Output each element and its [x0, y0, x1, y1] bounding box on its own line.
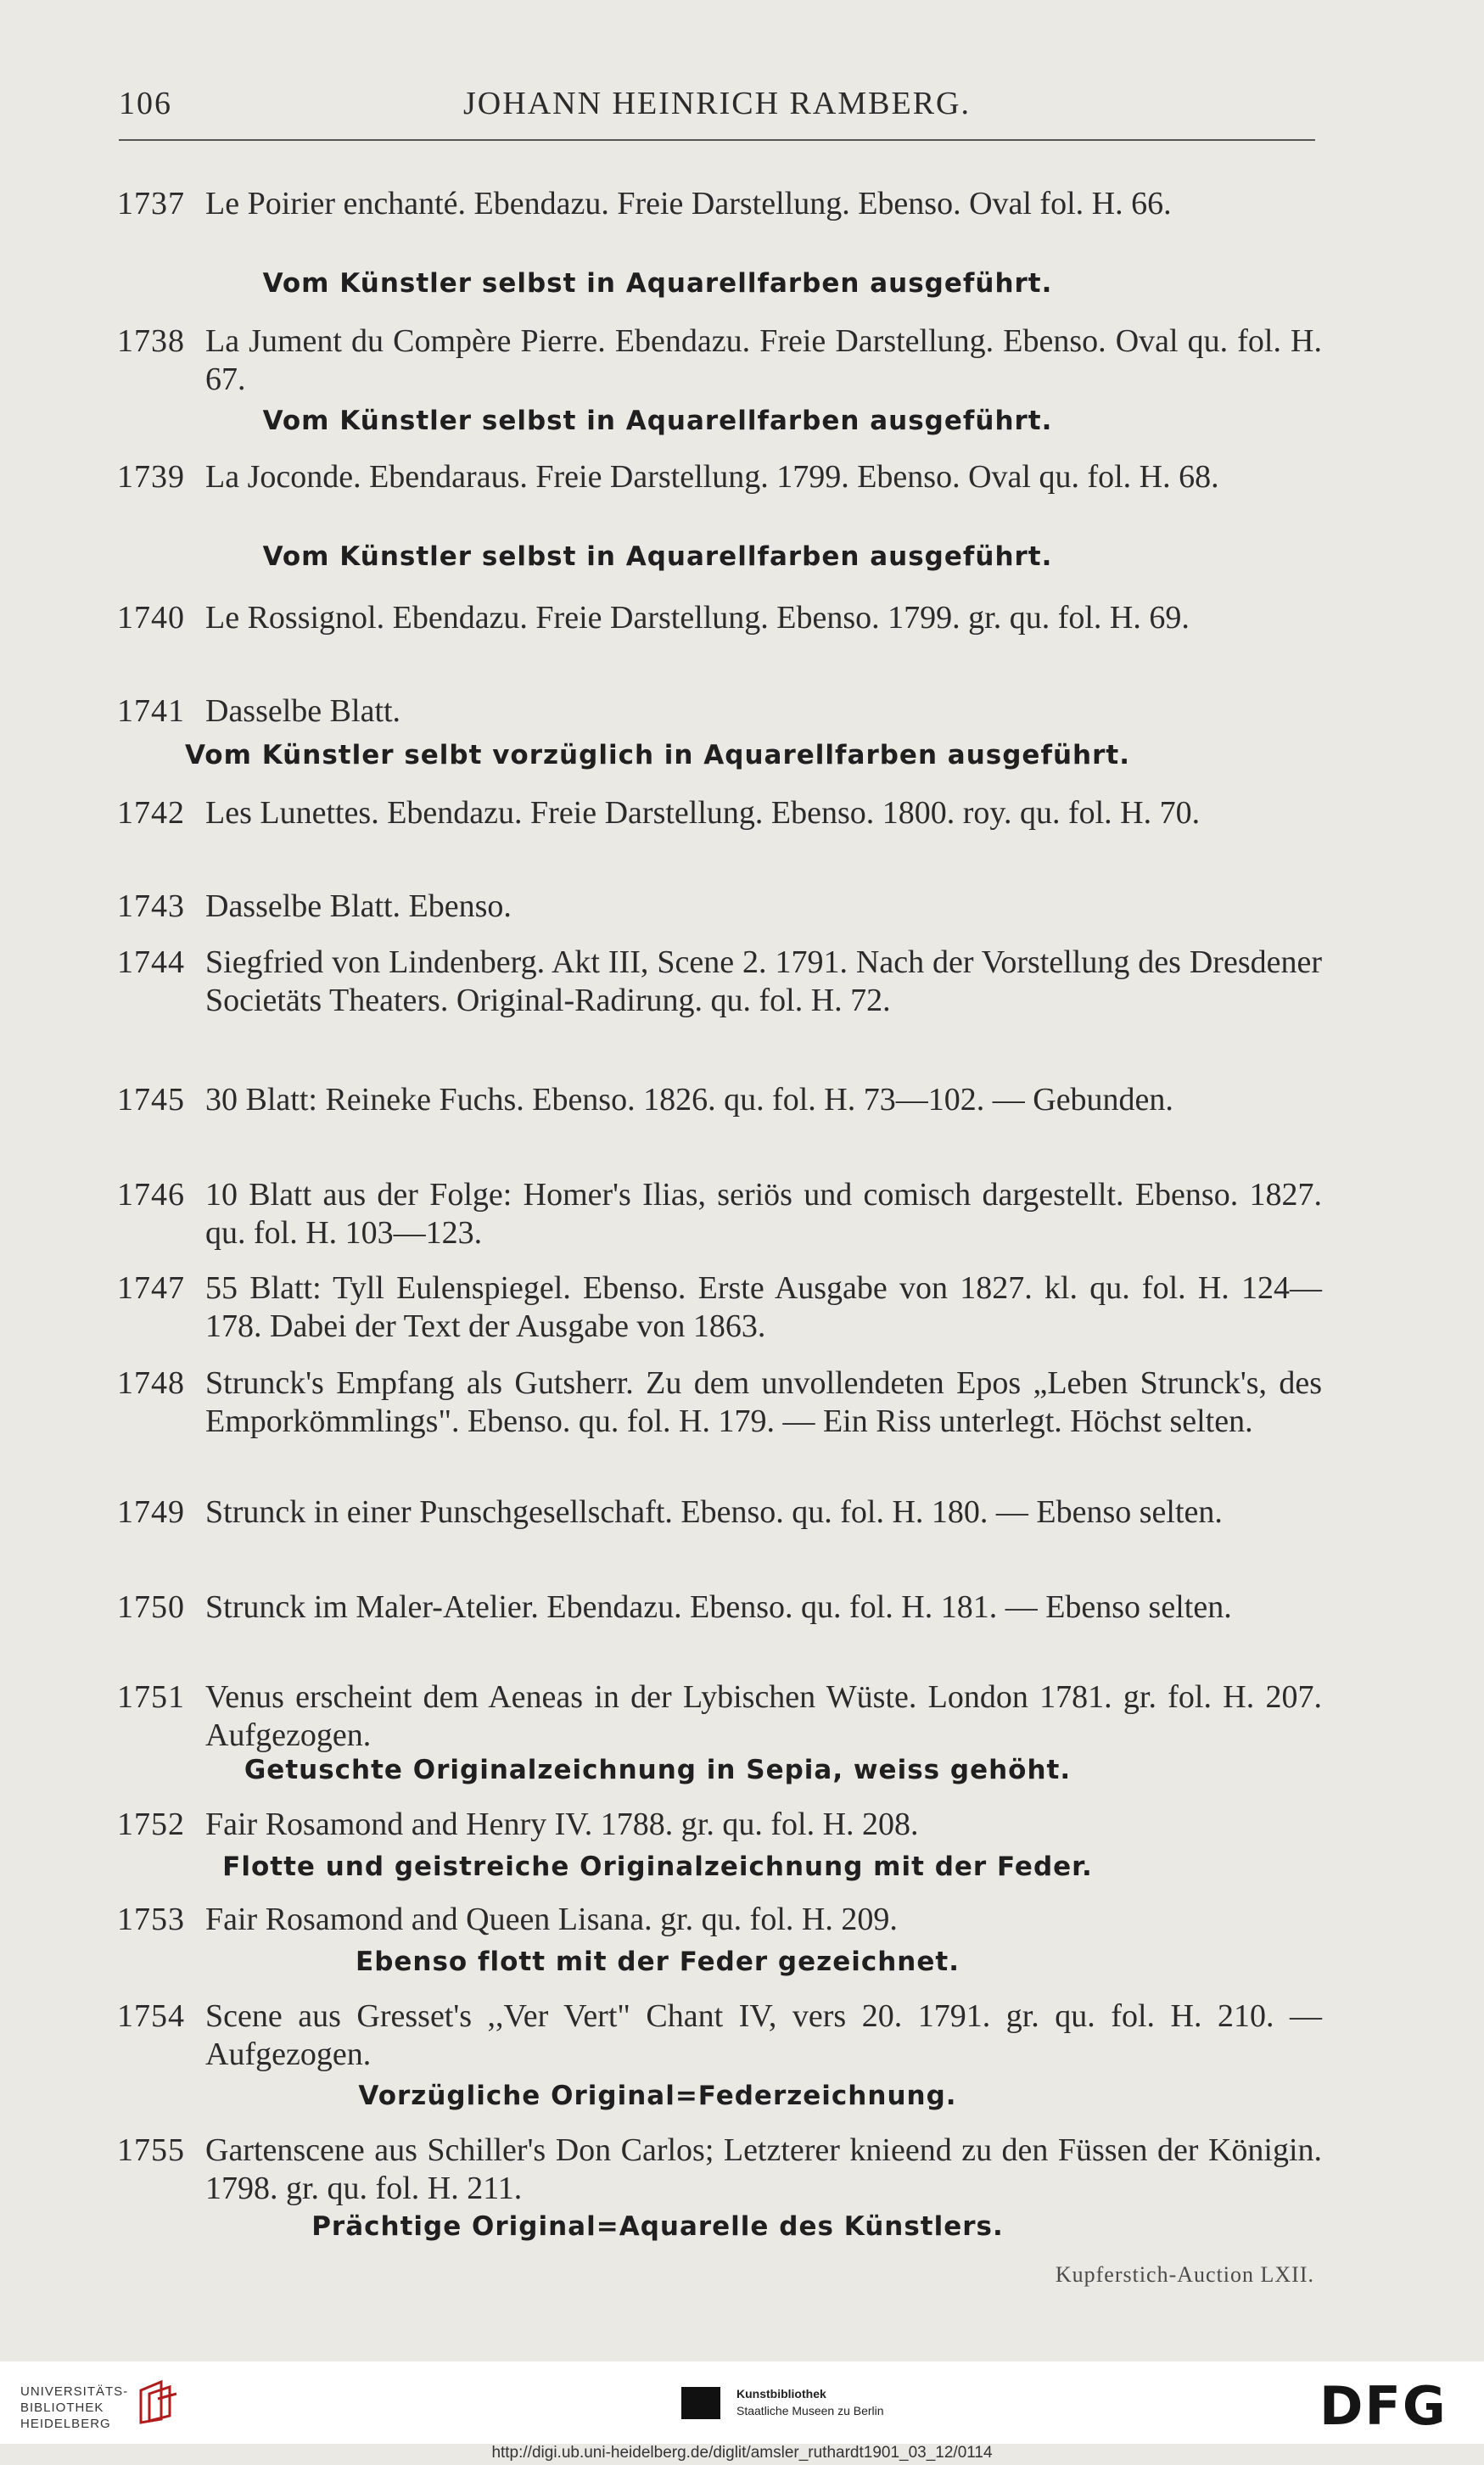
entry-number: 1741: [117, 693, 185, 729]
entry-text: Dasselbe Blatt.: [205, 693, 401, 729]
entry-text: Dasselbe Blatt. Ebenso.: [205, 888, 512, 924]
entry-number: 1740: [117, 600, 185, 636]
entry-number: 1743: [117, 888, 185, 924]
university-logo-icon: [136, 2378, 178, 2426]
entry-text: 10 Blatt aus der Folge: Homer's Ilias, seriös und comisch dargestellt. Ebenso. 1827. qu. fol. H. 103—123.: [205, 1177, 1322, 1251]
entry-text: Siegfried von Lindenberg. Akt III, Scene 2. 1791. Nach der Vorstellung des Dresdener Societäts Theaters. Original-Radirung. qu. fol. H. 72.: [205, 944, 1322, 1018]
source-url[interactable]: http://digi.ub.uni-heidelberg.de/diglit/amsler_ruthardt1901_03_12/0114: [0, 2444, 1484, 2465]
entry-text: Les Lunettes. Ebendazu. Freie Darstellung. Ebenso. 1800. roy. qu. fol. H. 70.: [205, 795, 1201, 831]
entry-number: 1753: [117, 1902, 185, 1937]
entry-number: 1751: [117, 1679, 185, 1715]
page-header: [119, 85, 1315, 136]
entry-text: Venus erscheint dem Aeneas in der Lybischen Wüste. London 1781. gr. fol. H. 207. Aufgezogen.: [205, 1679, 1322, 1753]
catalog-signature: Kupferstich-Auction LXII.: [1055, 2262, 1314, 2287]
entry-note: Vom Künstler selbst in Aquarellfarben ausgeführt.: [262, 541, 1053, 572]
entry-number: 1747: [117, 1270, 185, 1306]
entry-text: Le Rossignol. Ebendazu. Freie Darstellung. Ebenso. 1799. gr. qu. fol. H. 69.: [205, 600, 1190, 636]
entry-number: 1739: [117, 459, 185, 495]
header-rule: [119, 139, 1315, 141]
entry-number: 1737: [117, 186, 185, 221]
entry-number: 1738: [117, 323, 185, 359]
entry-text: Scene aus Gresset's ,,Ver Vert" Chant IV, vers 20. 1791. gr. qu. fol. H. 210. — Aufgezogen.: [205, 1998, 1322, 2072]
entry-text: Fair Rosamond and Queen Lisana. gr. qu. fol. H. 209.: [205, 1902, 898, 1937]
page-number: 106: [119, 86, 172, 121]
entry-text: Le Poirier enchanté. Ebendazu. Freie Darstellung. Ebenso. Oval fol. H. 66.: [205, 186, 1172, 221]
entry-note: Vom Künstler selbt vorzüglich in Aquarellfarben ausgeführt.: [185, 740, 1130, 770]
entry-note: Prächtige Original=Aquarelle des Künstlers.: [311, 2211, 1004, 2242]
entry-number: 1745: [117, 1082, 185, 1118]
entry-note: Getuschte Originalzeichnung in Sepia, weiss gehöht.: [244, 1755, 1072, 1785]
entry-text: 55 Blatt: Tyll Eulenspiegel. Ebenso. Erste Ausgabe von 1827. kl. qu. fol. H. 124—178. Dabei der Text der Ausgabe von 1863.: [205, 1270, 1322, 1344]
entry-text: La Joconde. Ebendaraus. Freie Darstellung. 1799. Ebenso. Oval qu. fol. H. 68.: [205, 459, 1219, 495]
entry-number: 1744: [117, 944, 185, 980]
entry-note: Vorzügliche Original=Federzeichnung.: [358, 2081, 957, 2111]
entry-note: Flotte und geistreiche Originalzeichnung mit der Feder.: [222, 1852, 1093, 1882]
entry-number: 1750: [117, 1589, 185, 1625]
dfg-logo: DFG: [1319, 2375, 1448, 2437]
footer-band: [0, 2361, 1484, 2444]
entry-text: Strunck's Empfang als Gutsherr. Zu dem unvollendeten Epos „Leben Strunck's, des Emporkömmlings". Ebenso. qu. fol. H. 179. — Ein Riss unterlegt. Höchst selten.: [205, 1365, 1322, 1439]
entry-number: 1749: [117, 1494, 185, 1530]
entry-text: 30 Blatt: Reineke Fuchs. Ebenso. 1826. qu. fol. H. 73—102. — Gebunden.: [205, 1082, 1173, 1118]
entry-text: Gartenscene aus Schiller's Don Carlos; Letzterer knieend zu den Füssen der Königin. 1798. gr. qu. fol. H. 211.: [205, 2132, 1322, 2206]
entry-note: Ebenso flott mit der Feder gezeichnet.: [356, 1947, 960, 1977]
entry-number: 1748: [117, 1365, 185, 1401]
entry-text: Strunck im Maler-Atelier. Ebendazu. Ebenso. qu. fol. H. 181. — Ebenso selten.: [205, 1589, 1232, 1625]
entry-text: La Jument du Compère Pierre. Ebendazu. Freie Darstellung. Ebenso. Oval qu. fol. H. 67.: [205, 323, 1322, 397]
entry-number: 1746: [117, 1177, 185, 1213]
entry-number: 1752: [117, 1807, 185, 1842]
entry-text: Strunck in einer Punschgesellschaft. Ebenso. qu. fol. H. 180. — Ebenso selten.: [205, 1494, 1223, 1530]
entry-number: 1754: [117, 1998, 185, 2034]
entry-number: 1742: [117, 795, 185, 831]
entry-text: Fair Rosamond and Henry IV. 1788. gr. qu. fol. H. 208.: [205, 1807, 919, 1842]
entry-number: 1755: [117, 2132, 185, 2168]
entry-note: Vom Künstler selbst in Aquarellfarben ausgeführt.: [262, 406, 1053, 436]
entry-note: Vom Künstler selbst in Aquarellfarben ausgeführt.: [262, 268, 1053, 299]
kunstbibliothek-logo-icon: [681, 2387, 720, 2419]
running-title: JOHANN HEINRICH RAMBERG.: [463, 86, 971, 121]
kunstbibliothek-label: Kunstbibliothek Staatliche Museen zu Berlin: [736, 2387, 884, 2417]
university-library-label: UNIVERSITÄTS- BIBLIOTHEK HEIDELBERG: [20, 2384, 129, 2431]
